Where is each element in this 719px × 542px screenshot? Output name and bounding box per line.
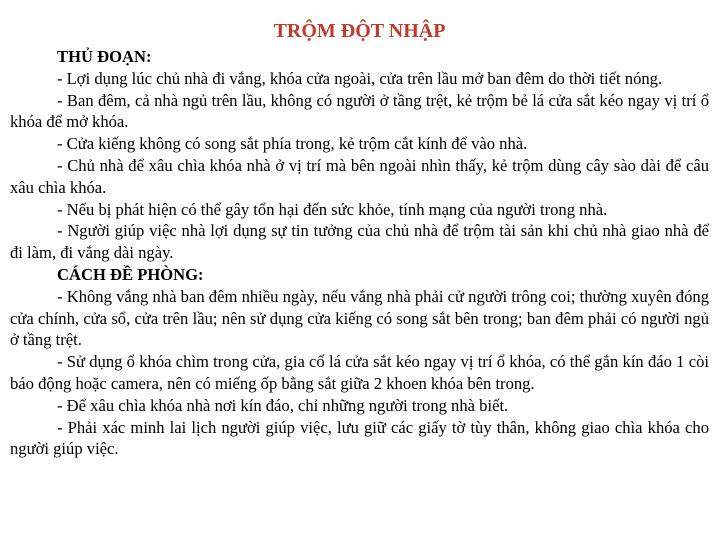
methods-item: - Người giúp việc nhà lợi dụng sự tin tưởng của chủ nhà để trộm tài sản khi chủ nhà giao nhà để đi làm, đi vắng dài ngày. <box>10 221 709 263</box>
prevention-item: - Phải xác minh lai lịch người giúp việc, lưu giữ các giấy tờ tùy thân, không giao chìa khóa cho người giúp việc. <box>10 417 709 459</box>
methods-item: - Lợi dụng lúc chủ nhà đi vắng, khóa cửa ngoài, cửa trên lầu mở ban đêm do thời tiết nóng. <box>57 68 663 88</box>
prevention-item: - Không vắng nhà ban đêm nhiều ngày, nếu vắng nhà phải cử người trông coi; thường xuyên đóng cửa chính, cửa sổ, cửa trên lầu; nên sử dụng cửa kiếng có song sắt bên trong; ban đêm phải có người ngủ ở tầng trệt. <box>10 286 709 350</box>
methods-item: - Ban đêm, cả nhà ngủ trên lầu, không có người ở tầng trệt, kẻ trộm bẻ lá cửa sắt kéo ngay vị trí ổ khóa để mở khóa. <box>10 90 709 132</box>
prevention-item: - Sử dụng ổ khóa chìm trong cửa, gia cố lá cửa sắt kéo ngay vị trí ổ khóa, có thể gắn kín đáo 1 còi báo động hoặc camera, nên có miếng ốp bằng sắt giữa 2 khoen khóa bên trong. <box>10 352 709 393</box>
prevention-item: - Để xâu chìa khóa nhà nơi kín đáo, chỉ những người trong nhà biết. <box>57 395 509 415</box>
document-title: TRỘM ĐỘT NHẬP <box>273 20 446 42</box>
methods-item: - Cửa kiếng không có song sắt phía trong, kẻ trộm cắt kính để vào nhà. <box>57 134 528 154</box>
methods-item: - Nếu bị phát hiện có thể gây tổn hại đến sức khỏe, tính mạng của người trong nhà. <box>57 199 608 219</box>
section-heading-methods: THỦ ĐOẠN: <box>57 47 152 66</box>
methods-item: - Chủ nhà để xâu chìa khóa nhà ở vị trí mà bên ngoài nhìn thấy, kẻ trộm dùng cây sào dài để câu xâu chìa khóa. <box>10 155 709 197</box>
section-heading-prevention: CÁCH ĐỀ PHÒNG: <box>57 264 204 284</box>
